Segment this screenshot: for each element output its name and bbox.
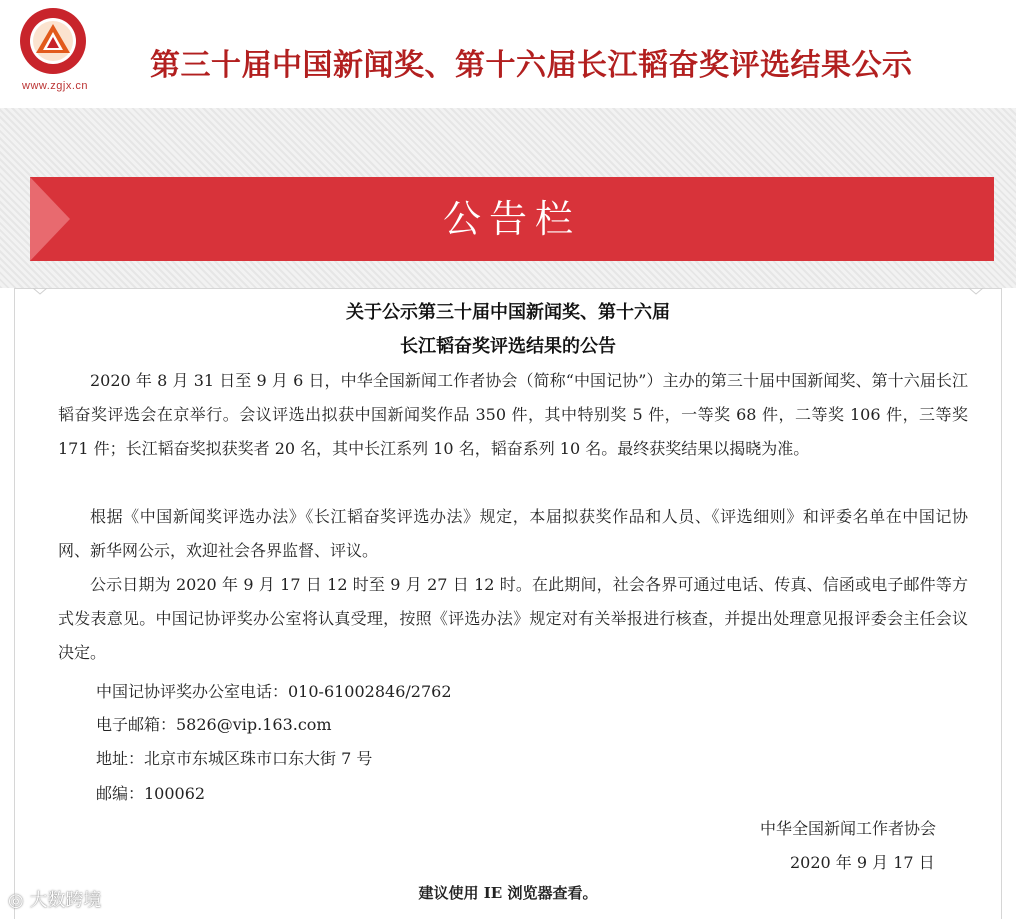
notice-board-banner xyxy=(30,177,994,261)
notice-paragraph-1: 2020 年 8 月 31 日至 9 月 6 日，中华全国新闻工作者协会（简称“中国记协”）主办的第三十届中国新闻奖、第十六届长江韬奋奖评选会在京举行。会议评选出拟获中国新闻奖作品 350 件，其中特别奖 5 件，一等奖 68 件，二等奖 106 件，三等奖 171 件；长江韬奋奖拟获奖者 20 名，其中长江系列 10 名，韬奋系列 10 名。最终获奖结果以揭晓为准。 xyxy=(58,371,968,458)
zgjx-logo-icon[interactable] xyxy=(18,6,88,76)
contact-address: 地址：北京市东城区珠市口东大街 7 号 xyxy=(96,749,373,768)
contact-postcode: 邮编：100062 xyxy=(96,784,206,803)
banner-title: 公告栏 xyxy=(442,197,581,241)
notice-title-line2: 长江韬奋奖评选结果的公告 xyxy=(400,336,616,357)
logo-url[interactable]: www.zgjx.cn xyxy=(22,80,89,92)
corner-decoration xyxy=(969,288,983,296)
watermark xyxy=(8,886,101,912)
page-title: 第三十届中国新闻奖、第十六届长江韬奋奖评选结果公示 xyxy=(150,48,913,83)
notice-title-line1: 关于公示第三十届中国新闻奖、第十六届 xyxy=(346,302,670,323)
watermark-logo-icon: ◎ xyxy=(8,890,30,911)
signature-date: 2020 年 9 月 17 日 xyxy=(790,853,935,872)
notice-paragraph-2: 根据《中国新闻奖评选办法》《长江韬奋奖评选办法》规定，本届拟获奖作品和人员、《评选细则》和评委名单在中国记协网、新华网公示，欢迎社会各界监督、评议。 xyxy=(58,507,968,560)
notice-paragraph-3: 公示日期为 2020 年 9 月 17 日 12 时至 9 月 27 日 12 时。在此期间，社会各界可通过电话、传真、信函或电子邮件等方式发表意见。中国记协评奖办公室将认真受理，按照《评选办法》规定对有关举报进行核查，并提出处理意见报评委会主任会议决定。 xyxy=(58,575,968,662)
signature-org: 中华全国新闻工作者协会 xyxy=(760,819,937,838)
site-header xyxy=(0,0,1016,108)
contact-email[interactable]: 电子邮箱：5826@vip.163.com xyxy=(96,715,332,734)
corner-decoration xyxy=(33,288,47,296)
browser-note: 建议使用 IE 浏览器查看。 xyxy=(418,884,598,902)
contact-phone: 中国记协评奖办公室电话：010-61002846/2762 xyxy=(96,682,452,701)
watermark-text: 大数跨境 xyxy=(29,890,102,911)
